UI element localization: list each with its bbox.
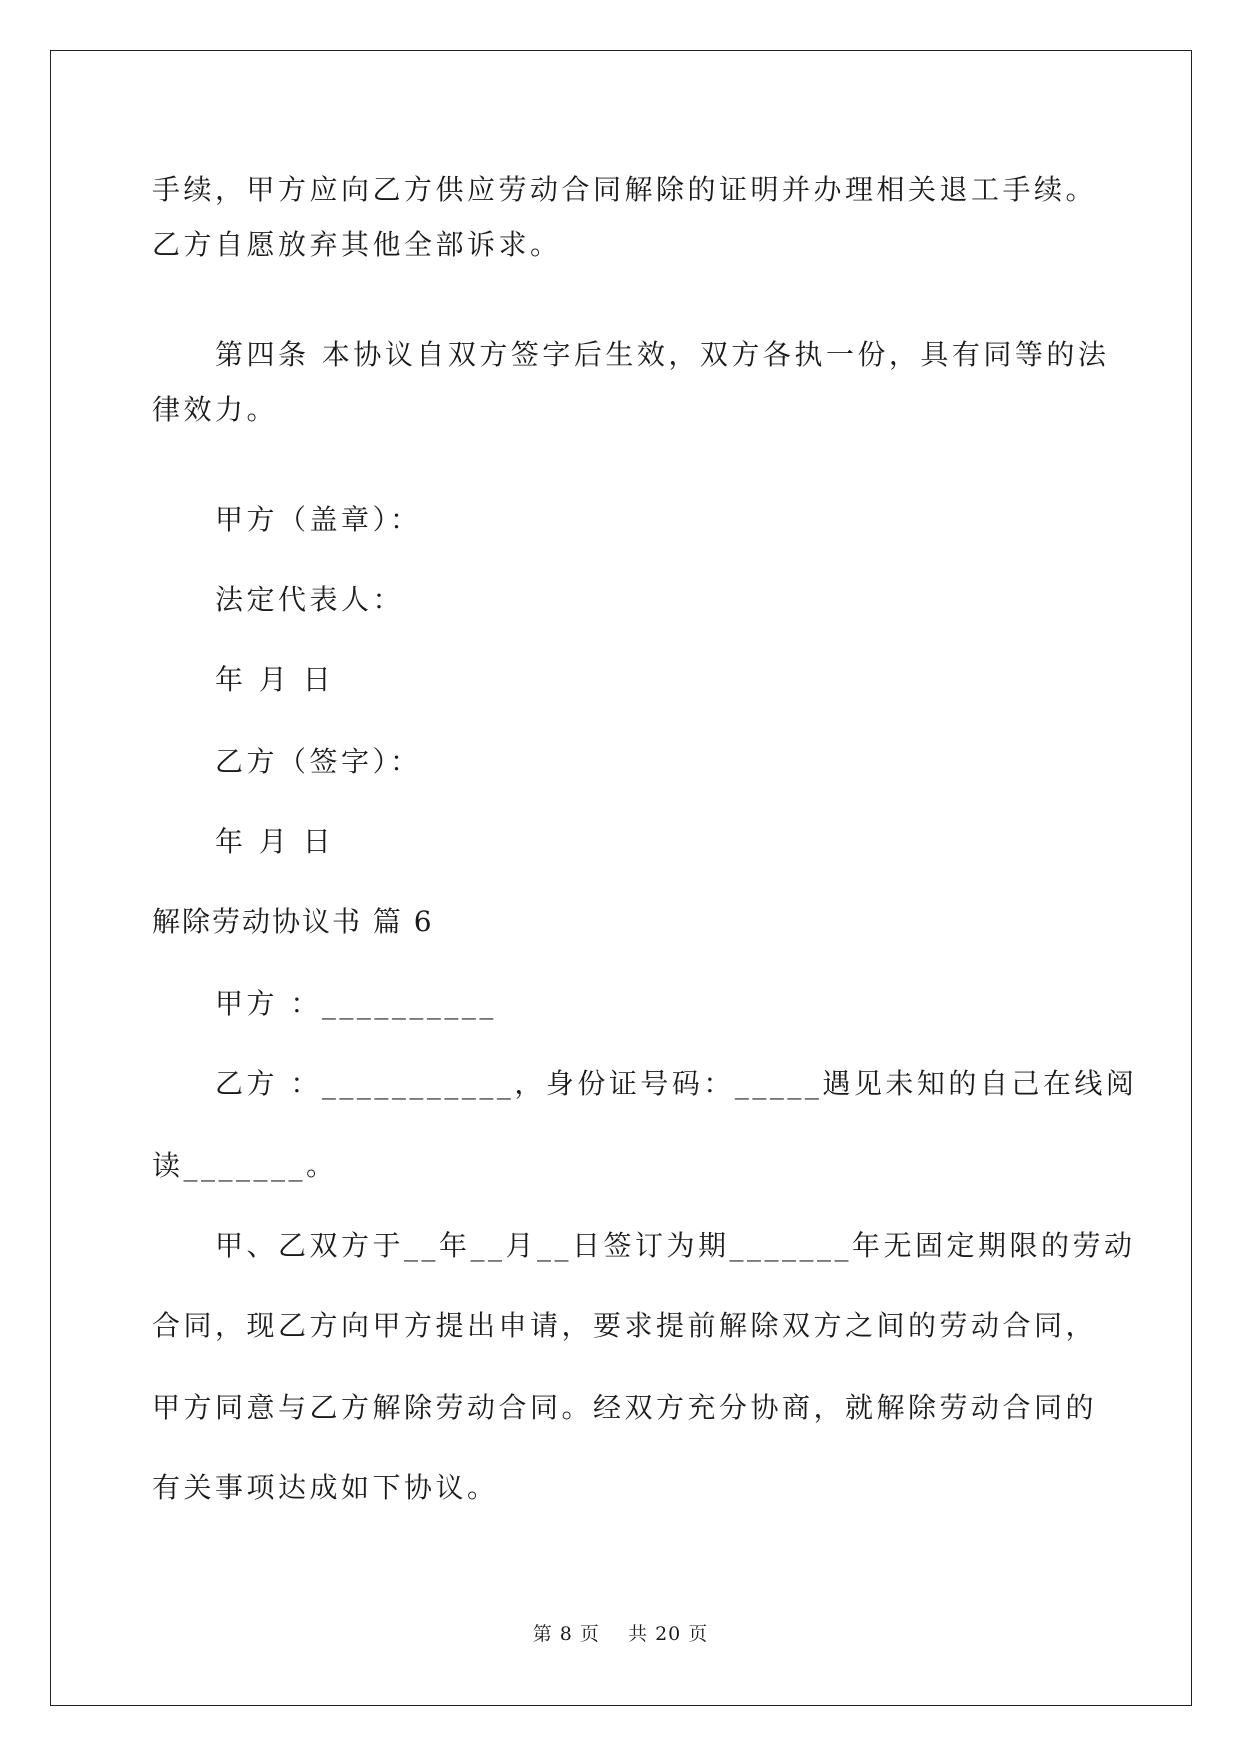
party-b-line: 乙方 ：___________，身份证号码：_____遇见未知的自己在线阅 (215, 1067, 1138, 1100)
party-a-line: 甲方 ：__________ (215, 987, 497, 1020)
page-number-footer: 第 8 页 共 20 页 (532, 1623, 709, 1645)
paragraph-line: 合同，现乙方向甲方提出申请，要求提前解除双方之间的劳动合同， (152, 1309, 1098, 1342)
paragraph-line: 乙方自愿放弃其他全部诉求。 (152, 228, 562, 261)
section-heading: 解除劳动协议书 篇 6 (152, 905, 434, 938)
paragraph-line: 甲、乙双方于__年__月__日签订为期_______年无固定期限的劳动 (215, 1229, 1136, 1262)
party-a-seal-line: 甲方（盖章）： (215, 503, 422, 536)
paragraph-line: 有关事项达成如下协议。 (152, 1471, 499, 1504)
paragraph-line: 第四条 本协议自双方签字后生效，双方各执一份，具有同等的法 (215, 338, 1110, 371)
paragraph-line: 手续，甲方应向乙方供应劳动合同解除的证明并办理相关退工手续。 (152, 173, 1098, 206)
date-line: 年 月 日 (215, 663, 335, 696)
page-frame (50, 50, 1192, 1706)
date-line: 年 月 日 (215, 825, 335, 858)
paragraph-line: 甲方同意与乙方解除劳动合同。经双方充分协商，就解除劳动合同的 (152, 1391, 1098, 1424)
paragraph-line: 律效力。 (152, 393, 279, 426)
legal-representative-line: 法定代表人： (215, 583, 405, 616)
party-b-signature-line: 乙方（签字）： (215, 745, 422, 778)
paragraph-line: 读_______。 (152, 1149, 338, 1182)
